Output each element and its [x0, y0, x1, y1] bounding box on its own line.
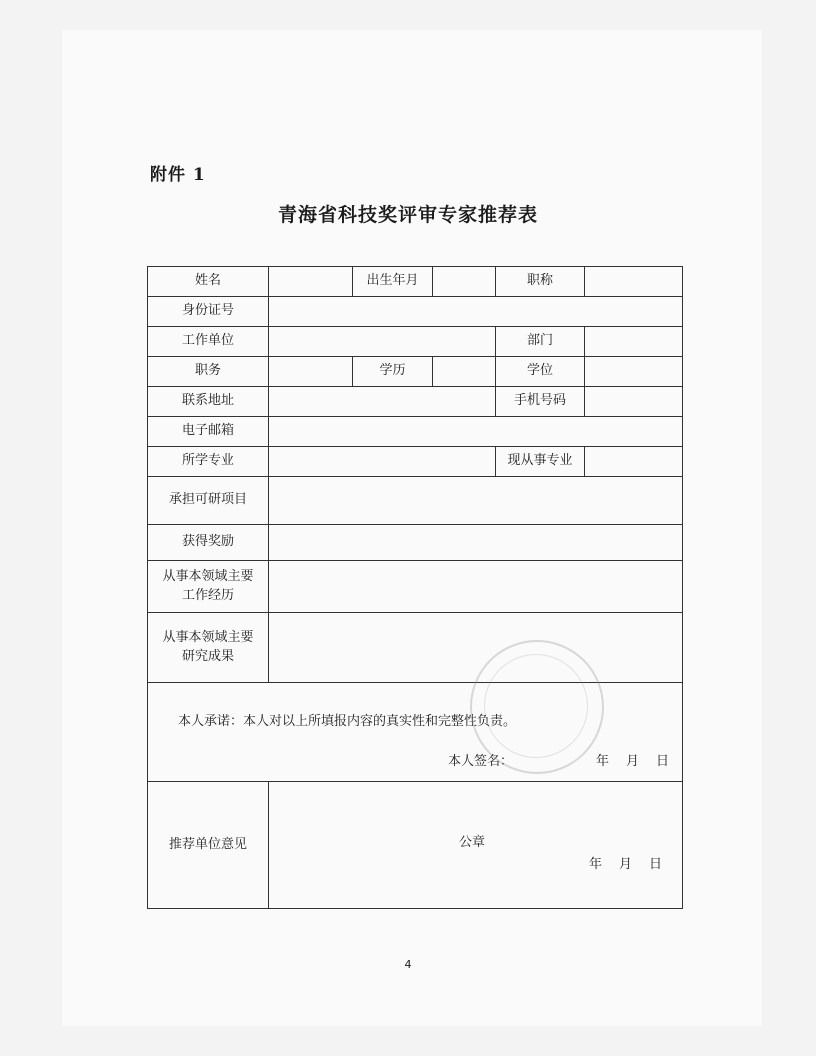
- experience-label-line-1: 从事本领域主要: [162, 569, 254, 585]
- major-studied-field[interactable]: [269, 447, 496, 477]
- department-label: 部门: [496, 327, 585, 357]
- address-field[interactable]: [269, 387, 496, 417]
- current-major-label: 现从事专业: [496, 447, 585, 477]
- experience-field[interactable]: [269, 561, 683, 613]
- major-studied-label: 所学专业: [148, 447, 269, 477]
- name-label: 姓名: [148, 267, 269, 297]
- signature-label: 本人签名：: [448, 754, 514, 769]
- current-major-field[interactable]: [585, 447, 683, 477]
- name-field[interactable]: [269, 267, 353, 297]
- projects-label: 承担可研项目: [148, 477, 269, 525]
- signature-date: 年 月 日: [596, 754, 672, 769]
- address-label: 联系地址: [148, 387, 269, 417]
- title-rank-field[interactable]: [585, 267, 683, 297]
- results-label-line-1: 从事本领域主要: [162, 630, 254, 646]
- position-field[interactable]: [269, 357, 353, 387]
- work-unit-label: 工作单位: [148, 327, 269, 357]
- seal-date: 年 月 日: [589, 857, 665, 872]
- birth-field[interactable]: [433, 267, 496, 297]
- email-label: 电子邮箱: [148, 417, 269, 447]
- results-field[interactable]: [269, 613, 683, 683]
- department-field[interactable]: [585, 327, 683, 357]
- awards-label: 获得奖励: [148, 525, 269, 561]
- projects-field[interactable]: [269, 477, 683, 525]
- position-label: 职务: [148, 357, 269, 387]
- attachment-label: 附件 1: [150, 165, 206, 185]
- education-label: 学历: [353, 357, 433, 387]
- results-label: [148, 613, 269, 683]
- recommendation-form: [147, 266, 683, 909]
- degree-label: 学位: [496, 357, 585, 387]
- degree-field[interactable]: [585, 357, 683, 387]
- recommend-opinion-field[interactable]: [269, 782, 683, 909]
- phone-label: 手机号码: [496, 387, 585, 417]
- email-field[interactable]: [269, 417, 683, 447]
- promise-text: 本人承诺：本人对以上所填报内容的真实性和完整性负责。: [178, 714, 517, 729]
- official-seal-label: 公章: [459, 835, 486, 850]
- experience-label-line-2: 工作经历: [181, 587, 234, 603]
- awards-field[interactable]: [269, 525, 683, 561]
- title-rank-label: 职称: [496, 267, 585, 297]
- page-number: 4: [404, 958, 412, 971]
- recommend-opinion-label: 推荐单位意见: [148, 782, 269, 909]
- id-number-label: 身份证号: [148, 297, 269, 327]
- experience-label: [148, 561, 269, 613]
- work-unit-field[interactable]: [269, 327, 496, 357]
- education-field[interactable]: [433, 357, 496, 387]
- promise-cell: [148, 683, 683, 782]
- form-title: 青海省科技奖评审专家推荐表: [277, 204, 538, 226]
- birth-label: 出生年月: [353, 267, 433, 297]
- phone-field[interactable]: [585, 387, 683, 417]
- id-number-field[interactable]: [269, 297, 683, 327]
- results-label-line-2: 研究成果: [181, 648, 234, 664]
